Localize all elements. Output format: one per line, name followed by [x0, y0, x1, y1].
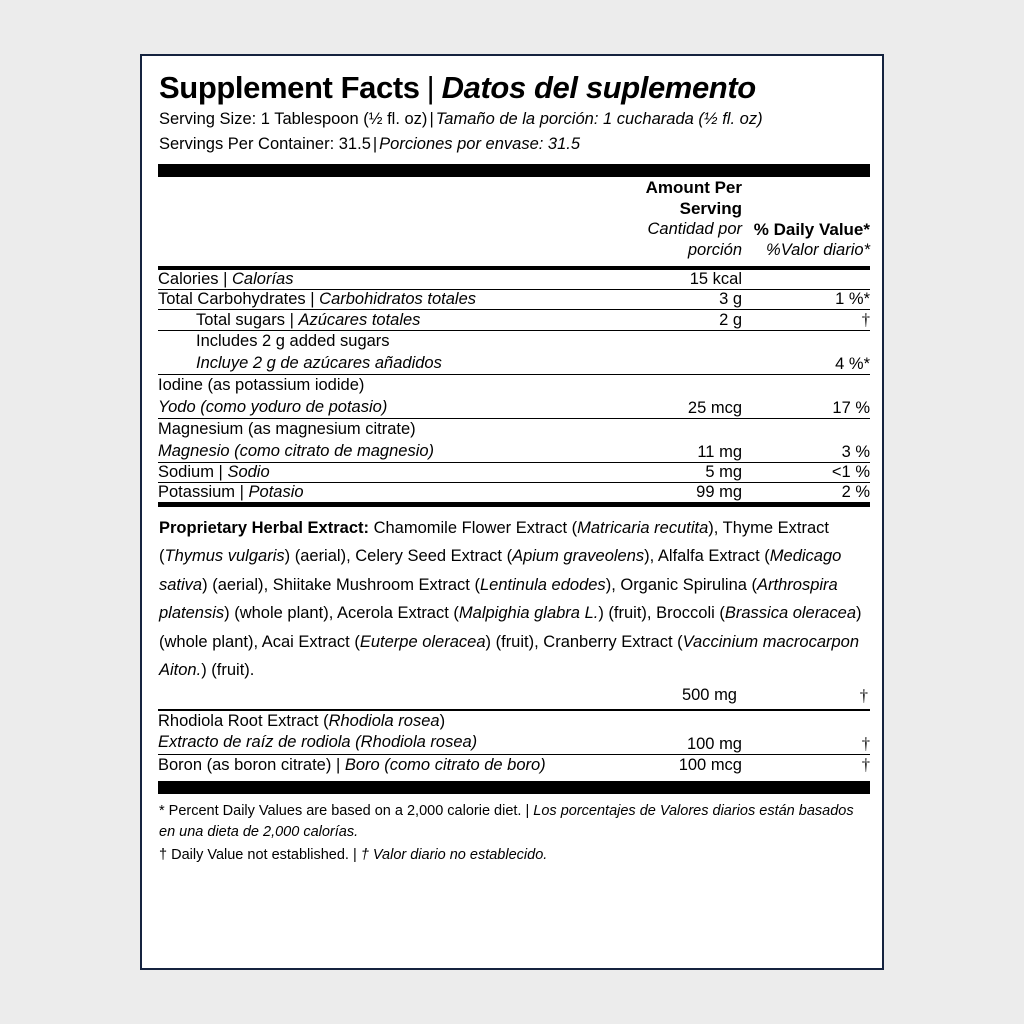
row-name-english: Sodium [158, 463, 214, 482]
row-name-spanish: Magnesio (como citrato de magnesio) [158, 441, 435, 460]
row-amount: 100 mcg [678, 755, 742, 774]
blend-daily-value: † [859, 686, 868, 706]
footnote-ne-english: † Daily Value not established. [159, 846, 349, 863]
servings-per-container-spanish: Porciones por envase: 31.5 [379, 135, 581, 154]
row-name-english: Iodine (as potassium iodide) [158, 376, 365, 395]
nutrient-table [158, 270, 870, 503]
blend-heading: Proprietary Herbal Extract: [159, 519, 369, 538]
row-separator: | [239, 483, 244, 502]
row-daily-value: 2 % [742, 483, 870, 503]
footnote-dv-english: * Percent Daily Values are based on a 2,000 calorie diet. [159, 802, 522, 819]
blend-amount: 500 mg [681, 686, 737, 705]
row-amount [592, 331, 742, 375]
row-amount: 100 mg [592, 711, 742, 754]
table-row [158, 290, 870, 310]
row-name-english: Total sugars [196, 311, 285, 330]
row-daily-value: <1 % [742, 463, 870, 483]
row-name-english: Potassium [158, 483, 236, 502]
serving-size-english: Serving Size: 1 Tablespoon (½ fl. oz) [159, 109, 428, 128]
row-amount: 2 g [592, 310, 742, 331]
row-daily-value: 1 %* [742, 290, 870, 310]
nutrient-table-header [158, 177, 870, 267]
header-amount-spanish: Cantidad por porción [647, 220, 742, 259]
row-amount: 5 mg [592, 463, 742, 483]
servings-per-container-english: Servings Per Container: 31.5 [159, 135, 371, 154]
row-separator: | [335, 755, 341, 774]
row-separator: | [289, 311, 294, 330]
serving-size-separator: | [429, 109, 434, 128]
table-row [158, 711, 870, 754]
footnote-separator: | [353, 846, 357, 863]
row-name-spanish: Carbohidratos totales [319, 290, 476, 309]
row-name-spanish: Incluye 2 g de azúcares añadidos [196, 353, 442, 372]
row-name-english: Total Carbohydrates [158, 290, 306, 309]
supplement-facts-panel [140, 54, 884, 970]
table-row [158, 310, 870, 331]
row-name-english: Includes 2 g added sugars [196, 332, 390, 351]
header-amount-english: Amount Per Serving [645, 177, 742, 218]
row-name-spanish: Extracto de raíz de rodiola (Rhodiola rosea) [158, 733, 478, 752]
row-name-english: Boron (as boron citrate) [158, 755, 332, 774]
row-daily-value: 4 %* [742, 331, 870, 375]
footnotes [158, 794, 870, 868]
footnote-top-rule [158, 781, 870, 794]
row-amount: 99 mg [592, 483, 742, 503]
panel-title [158, 72, 870, 107]
row-separator: | [223, 270, 228, 289]
row-daily-value: † [742, 711, 870, 754]
servings-per-container-line [158, 132, 870, 158]
header-amount-per-serving [592, 177, 742, 261]
row-name-spanish: Calorías [232, 270, 294, 289]
row-daily-value [742, 270, 870, 290]
row-name-spanish: Sodio [227, 463, 270, 482]
row-amount: 25 mcg [592, 375, 742, 419]
table-row [158, 483, 870, 503]
row-name-spanish: Potasio [248, 483, 304, 502]
row-name-english: Rhodiola Root Extract (Rhodiola rosea) [158, 711, 446, 730]
row-name-spanish: Boro (como citrato de boro) [344, 755, 546, 774]
row-name-english: Calories [158, 270, 219, 289]
footnote-ne-spanish: † Valor diario no establecido. [360, 846, 548, 863]
table-row [158, 754, 870, 775]
proprietary-blend-description [158, 507, 870, 686]
footnote-separator: | [525, 802, 530, 819]
header-daily-value [742, 177, 870, 261]
title-english: Supplement Facts [159, 70, 420, 105]
header-dv-english: % Daily Value* [753, 219, 870, 239]
blend-amount-row [158, 686, 870, 709]
serving-size-line [158, 107, 870, 133]
blend-body: Chamomile Flower Extract (Matricaria recutita), Thyme Extract (Thymus vulgaris) (aerial), Celery Seed Extract (Apium graveolens), Alfalfa Extract (Medicago sativa) (aerial), Shiitake Mushroom Extract (Lentinula edodes), Organic Spirulina (Arthrospira platensis) (whole plant), Acerola Extract (Malpighia glabra L.) (fruit), Broccoli (Brassica oleracea) (whole plant), Acai Extract (Euterpe oleracea) (fruit), Cranberry Extract (Vaccinium macrocarpon Aiton.) (fruit). [159, 519, 862, 679]
footnote-dv-spanish: Los porcentajes de Valores diarios están basados en una dieta de 2,000 calorías. [159, 802, 854, 840]
row-amount: 3 g [592, 290, 742, 310]
row-amount: 15 kcal [592, 270, 742, 290]
servings-separator: | [372, 135, 378, 154]
row-name-spanish: Yodo (como yoduro de potasio) [158, 397, 388, 416]
row-daily-value: † [742, 310, 870, 331]
row-separator: | [218, 463, 223, 482]
serving-size-spanish: Tamaño de la porción: 1 cucharada (½ fl. oz) [435, 109, 763, 128]
row-daily-value: 17 % [742, 375, 870, 419]
row-amount: 11 mg [592, 419, 742, 463]
row-daily-value: 3 % [742, 419, 870, 463]
row-name-english: Magnesium (as magnesium citrate) [158, 420, 416, 439]
table-row [158, 463, 870, 483]
row-name-spanish: Azúcares totales [298, 311, 421, 330]
row-separator: | [310, 290, 315, 309]
footnote-not-established [159, 845, 868, 868]
supplement-facts-content [158, 72, 870, 868]
top-thick-rule [158, 164, 870, 177]
nutrient-table-after-blend [158, 711, 870, 775]
title-spanish: Datos del suplemento [441, 70, 756, 105]
footnote-daily-value [159, 801, 868, 845]
table-row [158, 270, 870, 290]
table-row [158, 331, 870, 375]
header-dv-spanish: %Valor diario* [766, 240, 870, 259]
row-daily-value: † [861, 754, 870, 774]
title-separator: | [426, 70, 435, 105]
table-row [158, 375, 870, 419]
table-row [158, 419, 870, 463]
